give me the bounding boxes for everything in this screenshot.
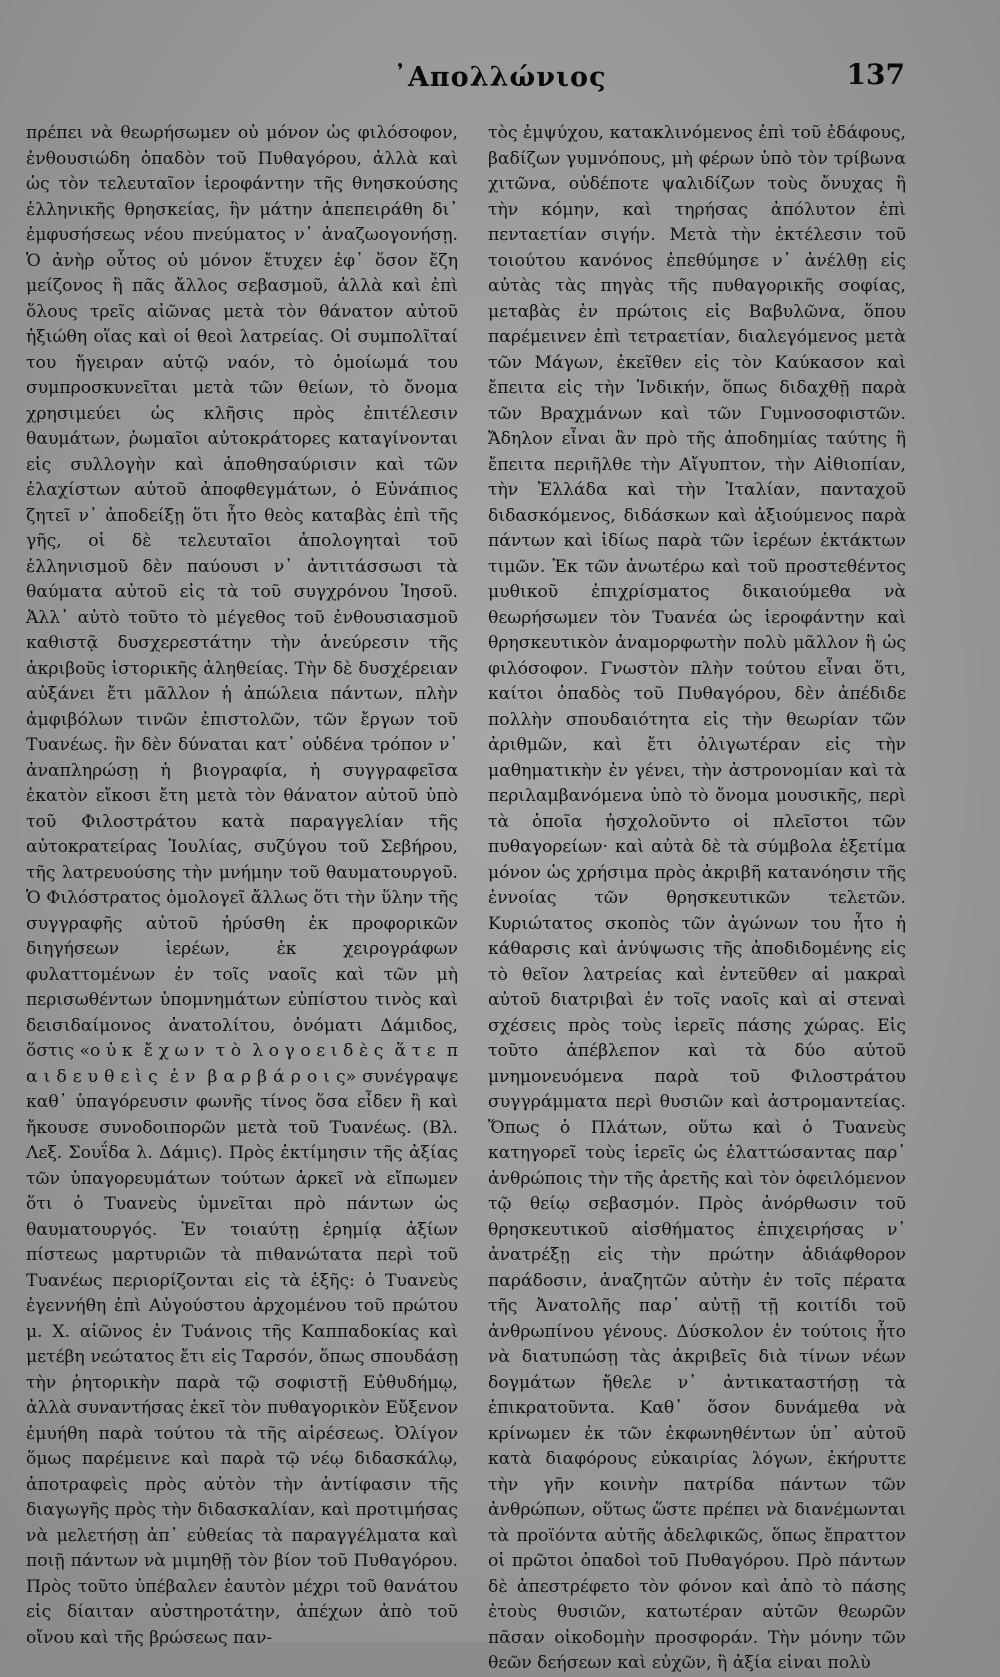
left-column bbox=[26, 121, 464, 1648]
text-columns bbox=[26, 121, 912, 1673]
right-column-text: τὸς ἐμψύχου, κατακλινόμενος ἐπὶ τοῦ ἐδάφους, βαδίζων γυμνόπους, μὴ φέρων ὑπὸ τὸν τρίβωνα χιτῶνα, οὐδέποτε ψαλιδίζων τοὺς ὄνυχας ἢ τὴν κόμην, καὶ τηρήσας ἀπόλυτον ἐπὶ πενταετίαν σιγήν. Μετὰ τὴν ἐκτέλεσιν τοῦ τοιούτου κανόνος ἐπεθύμησε ν᾿ ἀνέλθῃ εἰς αὐτὰς τὰς πηγὰς τῆς πυθαγορικῆς σοφίας, μεταβὰς ἐν πρώτοις εἰς Βαβυλῶνα, ὅπου παρέμεινεν ἐπὶ τετραετίαν, διαλεγόμενος μετὰ τῶν Μάγων, ἐκεῖθεν εἰς τὸν Καύκασον καὶ ἔπειτα εἰς τὴν Ἰνδικήν, ὅπως διδαχθῇ παρὰ τῶν Βραχμάνων καὶ τῶν Γυμνοσοφιστῶν. Ἄδηλον εἶναι ἂν πρὸ τῆς ἀποδημίας ταύτης ἢ ἔπειτα περιῆλθε τὴν Αἴγυπτον, τὴν Αἰθιοπίαν, τὴν Ἑλλάδα καὶ τὴν Ἰταλίαν, πανταχοῦ διδασκόμενος, διδάσκων καὶ ἀξιούμενος παρὰ πάντων καὶ ἰδίως παρὰ τῶν ἱερέων ἐκτάκτων τιμῶν. Ἐκ τῶν ἀνωτέρω καὶ τοῦ προστεθέντος μυθικοῦ ἐπιχρίσματος δικαιούμεθα νὰ θεωρήσωμεν τὸν Τυανέα ὡς ἱεροφάντην καὶ θρησκευτικὸν ἀναμορφωτὴν πολὺ μᾶλλον ἢ ὡς φιλόσοφον. Γνωστὸν πλὴν τούτου εἶναι ὅτι, καίτοι ὀπαδὸς τοῦ Πυθαγόρου, δὲν ἀπέδιδε πολλὴν σπουδαιότητα εἰς τὴν θεωρίαν τῶν ἀριθμῶν, καὶ ἔτι ὀλιγωτέραν εἰς τὴν μαθηματικὴν ἐν γένει, τὴν ἀστρονομίαν καὶ τὰ περιλαμβανόμενα ὑπὸ τὸ ὄνομα μουσικῆς, περὶ τὰ ὁποῖα ἠσχολοῦντο οἱ πλεῖστοι τῶν πυθαγορείων· καὶ αὐτὰ δὲ τὰ σύμβολα ἐξετίμα μόνον ὡς χρήσιμα πρὸς ἀκριβῆ κατανόησιν τῆς ἐννοίας τῶν θρησκευτικῶν τελετῶν. Κυριώτατος σκοπὸς τῶν ἀγώνων του ἦτο ἡ κάθαρσις καὶ ἀνύψωσις τῆς ἀποδιδομένης εἰς τὸ θεῖον λατρείας καὶ ἐντεῦθεν αἱ μακραὶ αὐτοῦ διατριβαὶ ἐν τοῖς ναοῖς καὶ αἱ στεναὶ σχέσεις πρὸς τοὺς ἱερεῖς πάσης χώρας. Εἰς τοῦτο ἀπέβλεπον καὶ τὰ δύο αὐτοῦ μνημονευόμενα παρὰ τοῦ Φιλοστράτου συγγράμματα περὶ θυσιῶν καὶ ἀστρομαντείας. Ὅπως ὁ Πλάτων, οὕτω καὶ ὁ Τυανεὺς κατηγορεῖ τοὺς ἱερεῖς ὡς ἐλαττώσαντας παρ᾿ ἀνθρώποις τὴν τῆς ἀρετῆς καὶ τὸν ὀφειλόμενον τῷ θείῳ σεβασμόν. Πρὸς ἀνόρθωσιν τοῦ θρησκευτικοῦ αἰσθήματος ἐπιχειρήσας ν᾿ ἀνατρέξῃ εἰς τὴν πρώτην ἀδιάφθορον παράδοσιν, ἀναζητῶν αὐτὴν ἐν τοῖς πέρατα τῆς Ἀνατολῆς παρ᾿ αὐτῇ τῇ κοιτίδι τοῦ ἀνθρωπίνου γένους. Δύσκολον ἐν τούτοις ἦτο νὰ διατυπώσῃ τὰς ἀκριβεῖς διὰ τίνων νέων δογμάτων ἤθελε ν᾿ ἀντικαταστήσῃ τὰ ἐπικρατοῦντα. Καθ᾿ ὅσον δυνάμεθα νὰ κρίνωμεν ἐκ τῶν ἐκφωνηθέντων ὑπ᾿ αὐτοῦ κατὰ διαφόρους εὐκαιρίας λόγων, ἐκήρυττε τὴν γῆν κοινὴν πατρίδα πάντων τῶν ἀνθρώπων, οὕτως ὥστε πρέπει νὰ διανέμωνται τὰ προϊόντα αὐτῆς ἀδελφικῶς, ὅπως ἔπραττον οἱ πρῶτοι ὀπαδοὶ τοῦ Πυθαγόρου. Πρὸ πάντων δὲ ἀπεστρέφετο τὸν φόνον καὶ ἀπὸ τὸ πάσης ἐτοὺς θυσιῶν, κατωτέραν αὐτῶν θεωρῶν πᾶσαν οἰκοδομὴν προσφοράν. Τὴν μόνην τῶν θεῶν δεήσεων καὶ εὐχῶν, ἢ ἀξία εἰναι πολὺ bbox=[488, 123, 912, 1673]
page-header bbox=[0, 58, 1000, 98]
left-column-text: πρέπει νὰ θεωρήσωμεν οὐ μόνον ὡς φιλόσοφον, ἐνθουσιώδη ὀπαδὸν τοῦ Πυθαγόρου, ἀλλὰ καὶ ὡς τὸν τελευταῖον ἱεροφάντην τῆς θνησκούσης ἑλληνικῆς θρησκείας, ἣν μάτην ἀπεπειράθη δι᾿ ἐμφυσήσεως νέου πνεύματος ν᾿ ἀναζωογονήσῃ. Ὁ ἀνὴρ οὗτος οὐ μόνον ἔτυχεν ἐφ᾿ ὅσον ἔζη μείζονος ἢ πᾶς ἄλλος σεβασμοῦ, ἀλλὰ καὶ ἐπὶ ὅλους τρεῖς αἰῶνας μετὰ τὸν θάνατον αὐτοῦ ἠξιώθη οἵας καὶ οἱ θεοὶ λατρείας. Οἱ συμπολῖταί του ἤγειραν αὐτῷ ναόν, τὸ ὁμοίωμά του συμπροσκυνεῖται μετὰ τῶν θείων, τὸ ὄνομα χρησιμεύει ὡς κλῆσις πρὸς ἐπιτέλεσιν θαυμάτων, ῥωμαῖοι αὐτοκράτορες καταγίνονται εἰς συλλογὴν καὶ ἀποθησαύρισιν καὶ τῶν ἐλαχίστων αὐτοῦ ἀποφθεγμάτων, ὁ Εὐνάπιος ζητεῖ ν᾿ ἀποδείξῃ ὅτι ἦτο θεὸς καταβὰς ἐπὶ τῆς γῆς, οἱ δὲ τελευταῖοι ἀπολογηταὶ τοῦ ἑλληνισμοῦ δὲν παύουσι ν᾿ ἀντιτάσσωσι τὰ θαύματα αὐτοῦ εἰς τὰ τοῦ συγχρόνου Ἰησοῦ. Ἀλλ᾿ αὐτὸ τοῦτο τὸ μέγεθος τοῦ ἐνθουσιασμοῦ καθιστᾷ δυσχερεστάτην τὴν ἀνεύρεσιν τῆς ἀκριβοῦς ἱστορικῆς ἀληθείας. Τὴν δὲ δυσχέρειαν αὐξάνει ἔτι μᾶλλον ἡ ἀπώλεια πάντων, πλὴν ἀμφιβόλων τινῶν ἐπιστολῶν, τῶν ἔργων τοῦ Τυανέως. ἣν δὲν δύναται κατ᾿ οὐδένα τρόπον ν᾿ ἀναπληρώσῃ ἡ βιογραφία, ἡ συγγραφεῖσα ἑκατὸν εἴκοσι ἔτη μετὰ τὸν θάνατον αὐτοῦ ὑπὸ τοῦ Φιλοστράτου κατὰ παραγγελίαν τῆς αὐτοκρατείρας Ἰουλίας, συζύγου τοῦ Σεβήρου, τῆς λατρευούσης τὴν μνήμην τοῦ θαυματουργοῦ. Ὁ Φιλόστρατος ὁμολογεῖ ἄλλως ὅτι τὴν ὕλην τῆς συγγραφῆς αὐτοῦ ἠρύσθη ἐκ προφορικῶν διηγήσεων ἱερέων, ἐκ χειρογράφων φυλαττομένων ἐν τοῖς ναοῖς καὶ τῶν μὴ περισωθέντων ὑπομνημάτων εὐπίστου τινὸς καὶ δεισιδαίμονος ἀνατολίτου, ὀνόματι Δάμιδος, ὅστις «ο ὐ κ ἔ χ ω ν τ ὸ λ ο γ ο ε ι δ ὲ ς ἅ τ ε π α ι δ ε υ θ ε ὶ ς ἐ ν β α ρ β ά ρ ο ι ς» συνέγραψε καθ᾿ ὑπαγόρευσιν φωνῆς τίνος ὅσα εἶδεν ἢ καὶ ἤκουσε συνοδοιπορῶν μετὰ τοῦ Τυανέως. (Βλ. Λεξ. Σουΐδα λ. Δάμις). Πρὸς ἐκτίμησιν τῆς ἀξίας τῶν ὑπαγορευμάτων τούτων ἀρκεῖ νὰ εἴπωμεν ὅτι ὁ Τυανεὺς ὑμνεῖται πρὸ πάντων ὡς θαυματουργός. Ἐν τοιαύτῃ ἐρημίᾳ ἀξίων πίστεως μαρτυριῶν τὰ πιθανώτατα περὶ τοῦ Τυανέως περιορίζονται εἰς τὰ ἑξῆς: ὁ Τυανεὺς ἐγεννήθη ἐπὶ Αὐγούστου ἀρχομένου τοῦ πρώτου μ. Χ. αἰῶνος ἐν Τυάνοις τῆς Καππαδοκίας καὶ μετέβη νεώτατος ἔτι εἰς Ταρσόν, ὅπως σπουδάσῃ τὴν ῥητορικὴν παρὰ τῷ σοφιστῇ Εὐθυδήμῳ, ἀλλὰ συναντήσας ἐκεῖ τὸν πυθαγορικὸν Εὔξενον ἐμυήθη παρὰ τούτου τὰ τῆς αἱρέσεως. Ὀλίγον ὅμως παρέμεινε καὶ παρὰ τῷ νέῳ διδασκάλῳ, ἀποτραφεὶς πρὸς αὐτὸν τὴν ἀντίφασιν τῆς διαγωγῆς πρὸς τὴν διδασκαλίαν, καὶ προτιμήσας νὰ μελετήσῃ ἀπ᾿ εὐθείας τὰ παραγγέλματα καὶ ποιῇ πάντων νὰ μιμηθῇ τὸν βίον τοῦ Πυθαγόρου. Πρὸς τοῦτο ὑπέβαλεν ἑαυτὸν μέχρι τοῦ θανάτου εἰς δίαιταν αὐστηροτάτην, ἀπέχων ἀπὸ τοῦ οἴνου καὶ τῆς βρώσεως παν- bbox=[26, 123, 464, 1648]
page-number: 137 bbox=[846, 58, 905, 91]
right-column bbox=[488, 121, 912, 1673]
running-title: ᾿Απολλώνιος bbox=[393, 62, 607, 93]
